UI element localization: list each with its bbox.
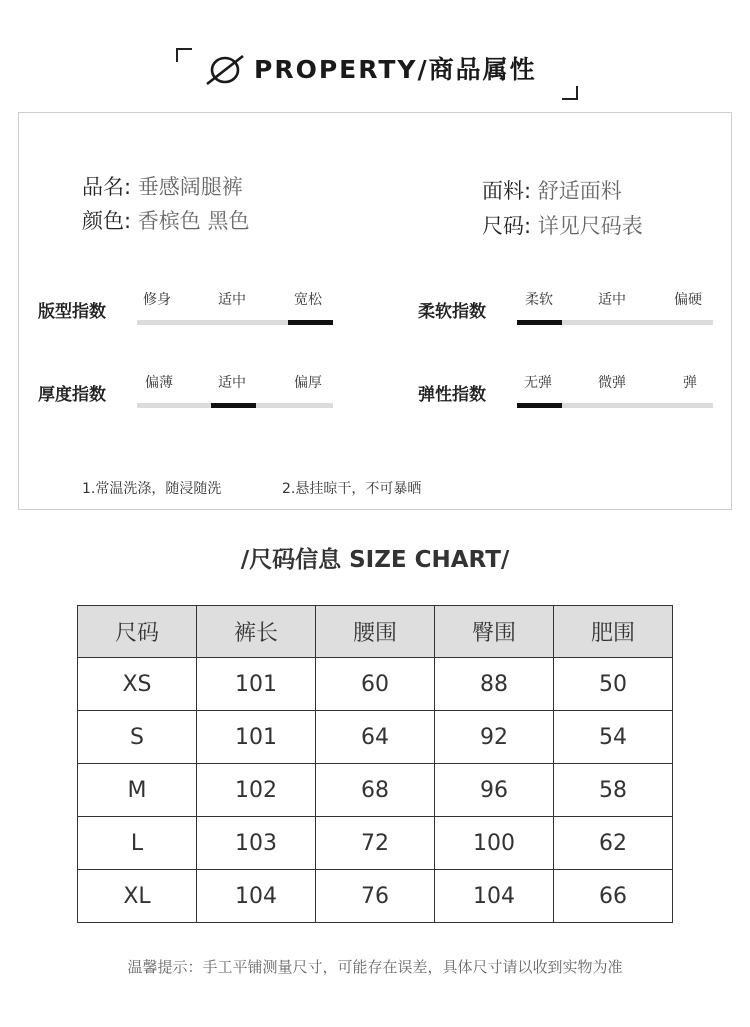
table-cell: 64 — [316, 711, 435, 764]
scale-option: 偏厚 — [294, 375, 322, 391]
table-cell: 101 — [197, 658, 316, 711]
table-cell: 76 — [316, 870, 435, 923]
care-note-dry: 2.悬挂晾干，不可暴晒 — [282, 481, 422, 497]
scale-option: 柔软 — [525, 292, 553, 308]
fit-index-scale — [137, 291, 333, 325]
product-name-value: 垂感阔腿裤 — [137, 175, 243, 199]
table-row — [78, 817, 673, 870]
elasticity-index-label: 弹性指数 — [418, 385, 486, 405]
scale-selected-marker — [288, 320, 333, 325]
header-corner-right — [562, 86, 578, 100]
header-cell: 裤长 — [197, 606, 316, 658]
fit-index-label: 版型指数 — [38, 302, 106, 322]
table-row — [78, 711, 673, 764]
table-cell: 92 — [435, 711, 554, 764]
scale-option: 偏硬 — [674, 292, 702, 308]
table-cell: 100 — [435, 817, 554, 870]
size-chart-header-row — [78, 606, 673, 658]
table-cell: 62 — [554, 817, 673, 870]
table-cell: 102 — [197, 764, 316, 817]
table-cell: 88 — [435, 658, 554, 711]
product-size — [482, 211, 643, 241]
size-chart-title: /尺码信息 SIZE CHART/ — [240, 547, 510, 573]
table-cell: 101 — [197, 711, 316, 764]
table-cell: 60 — [316, 658, 435, 711]
table-cell: 104 — [197, 870, 316, 923]
scale-option: 适中 — [218, 375, 246, 391]
product-color-value: 香槟色 黑色 — [137, 209, 250, 233]
scale-option: 弹 — [683, 375, 697, 391]
softness-index-label: 柔软指数 — [418, 302, 486, 322]
table-cell: L — [78, 817, 197, 870]
table-row — [78, 870, 673, 923]
header-title: PROPERTY/商品属性 — [254, 55, 537, 84]
scale-option: 修身 — [143, 292, 171, 308]
scale-option: 偏薄 — [145, 375, 173, 391]
product-size-label: 尺码: — [482, 214, 532, 238]
thickness-index-label: 厚度指数 — [38, 385, 106, 405]
care-note-wash: 1.常温洗涤，随浸随洗 — [82, 481, 222, 497]
header-cell: 尺码 — [78, 606, 197, 658]
table-cell: XL — [78, 870, 197, 923]
null-circle-icon — [204, 55, 246, 85]
scale-option: 适中 — [598, 292, 626, 308]
scale-option: 适中 — [218, 292, 246, 308]
table-cell: 72 — [316, 817, 435, 870]
product-color — [82, 206, 249, 236]
measurement-tip: 温馨提示：手工平铺测量尺寸，可能存在误差，具体尺寸请以收到实物为准 — [127, 958, 623, 976]
table-cell: 104 — [435, 870, 554, 923]
table-cell: 96 — [435, 764, 554, 817]
thickness-index-scale — [137, 374, 333, 408]
product-color-label: 颜色: — [82, 209, 132, 233]
scale-option: 宽松 — [294, 292, 322, 308]
header-corner-left — [176, 48, 192, 62]
table-cell: XS — [78, 658, 197, 711]
elasticity-index-scale — [517, 374, 713, 408]
product-size-value: 详见尺码表 — [537, 214, 643, 238]
product-fabric — [482, 176, 622, 206]
table-cell: 68 — [316, 764, 435, 817]
table-row — [78, 764, 673, 817]
scale-selected-marker — [517, 320, 562, 325]
scale-selected-marker — [211, 403, 256, 408]
size-chart-table — [77, 605, 673, 923]
scale-option: 微弹 — [598, 375, 626, 391]
header-cell: 臀围 — [435, 606, 554, 658]
table-cell: 50 — [554, 658, 673, 711]
header-cell: 肥围 — [554, 606, 673, 658]
product-name-label: 品名: — [82, 175, 132, 199]
scale-selected-marker — [517, 403, 562, 408]
table-cell: 66 — [554, 870, 673, 923]
table-cell: 103 — [197, 817, 316, 870]
product-fabric-value: 舒适面料 — [537, 179, 622, 203]
table-cell: M — [78, 764, 197, 817]
scale-option: 无弹 — [524, 375, 552, 391]
table-row — [78, 658, 673, 711]
product-fabric-label: 面料: — [482, 179, 532, 203]
table-cell: S — [78, 711, 197, 764]
softness-index-scale — [517, 291, 713, 325]
header-cell: 腰围 — [316, 606, 435, 658]
product-name — [82, 172, 243, 202]
table-cell: 58 — [554, 764, 673, 817]
table-cell: 54 — [554, 711, 673, 764]
